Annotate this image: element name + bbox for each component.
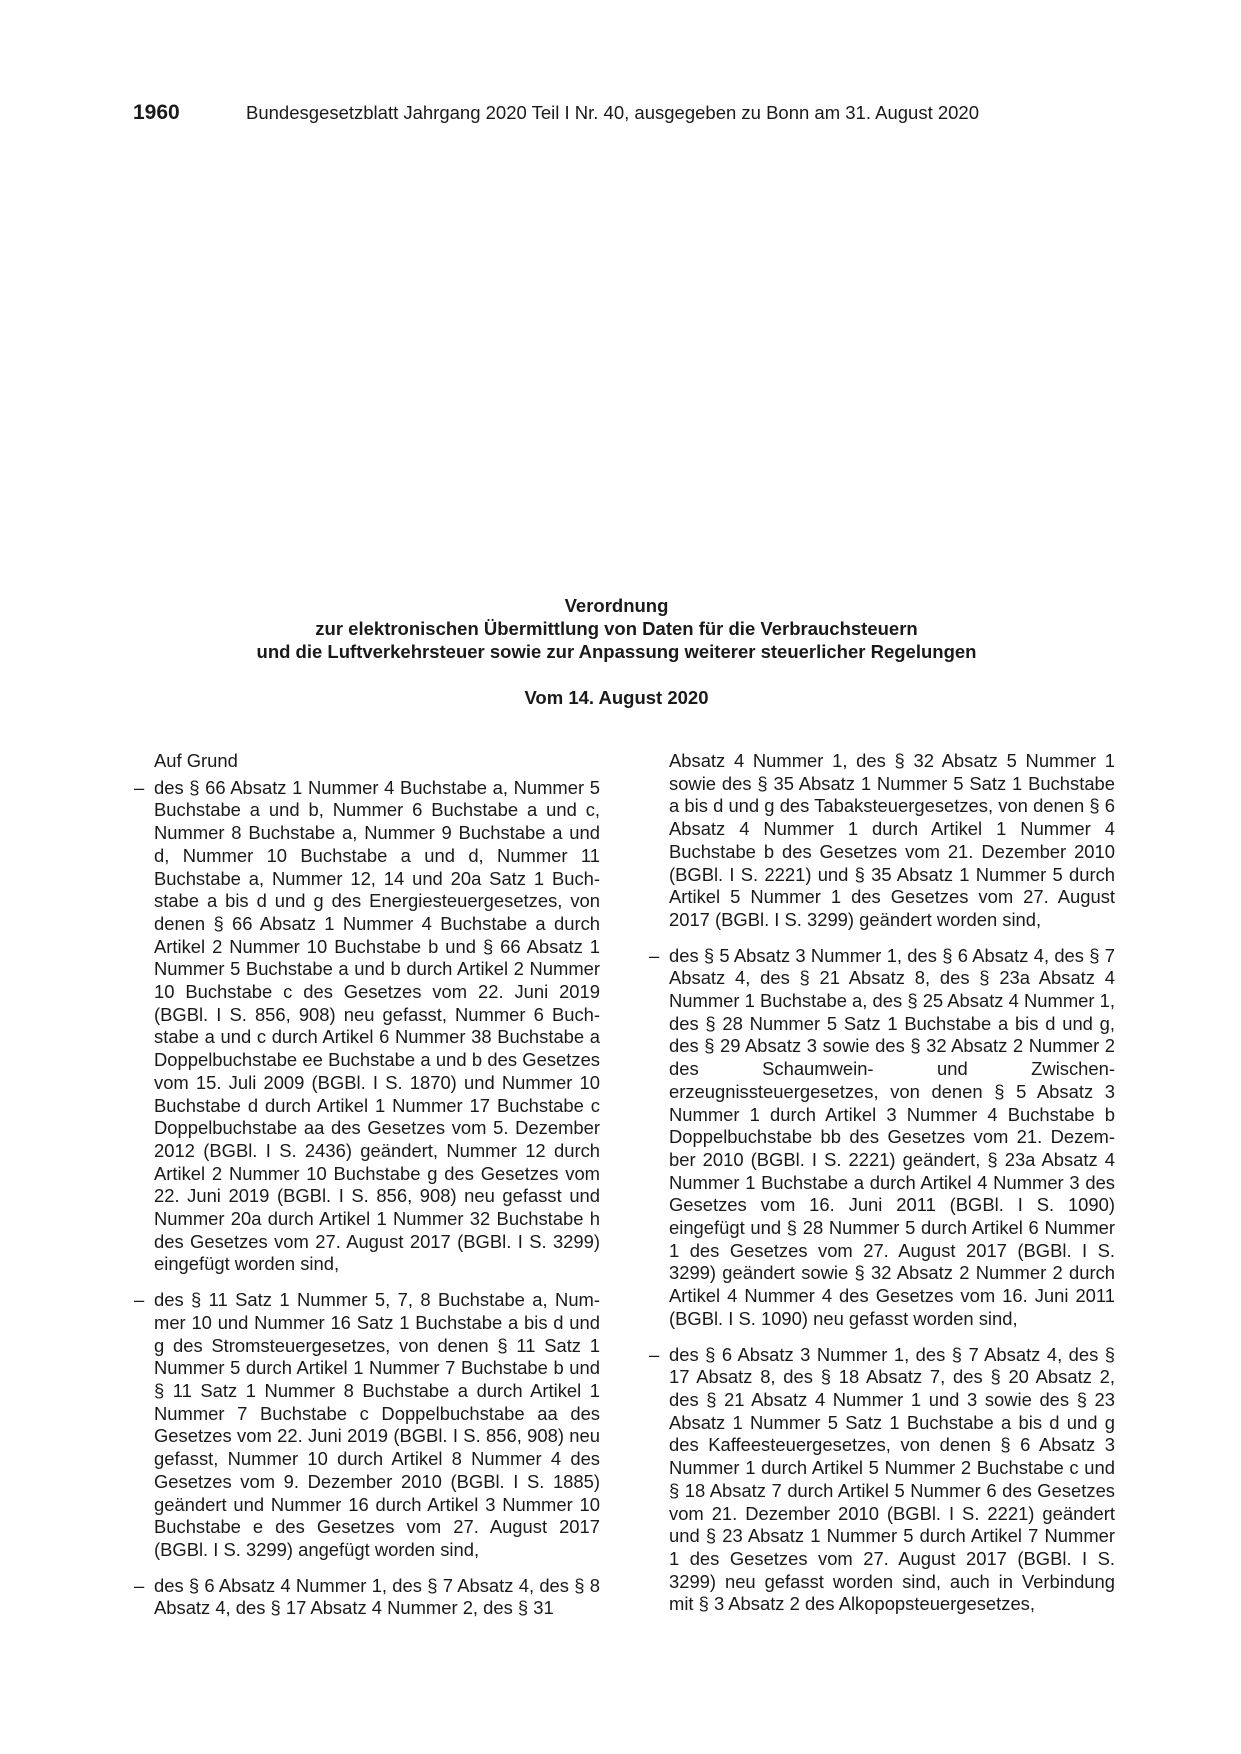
list-item-continuation [649, 750, 1115, 932]
title-line-1: Verordnung [564, 595, 669, 616]
list-item [134, 1289, 600, 1561]
document-title [133, 594, 1100, 663]
list-item-text: des § 11 Satz 1 Nummer 5, 7, 8 Buchstabe a, Nummer 10 und Nummer 16 Satz 1 Buchstabe a bis d und g des Stromsteuergesetzes, von denen § 11 Satz 1 Nummer 5 durch Artikel 1 Nummer 7 Buchstabe b und § 11 Satz 1 Nummer 8 Buchstabe a durch Artikel 1 Nummer 7 Buchstabe c Doppelbuchstabe aa des Gesetzes vom 22. Juni 2019 (BGBl. I S. 856, 908) neu gefasst, Nummer 10 durch Artikel 8 Nummer 4 des Gesetzes vom 9. Dezember 2010 (BGBl. I S. 1885) geändert und Nummer 16 durch Artikel 3 Nummer 10 Buchstabe e des Gesetzes vom 27. August 2017 (BGBl. I S. 3299) angefügt worden sind, [154, 1289, 600, 1560]
list-dash: – [649, 1343, 660, 1365]
list-item-text: Absatz 4 Nummer 1, des § 32 Absatz 5 Nummer 1 sowie des § 35 Absatz 1 Nummer 5 Satz 1 Buchstabe a bis d und g des Tabaksteuergesetzes, von denen § 6 Absatz 4 Nummer 1 durch Artikel 1 Nummer 4 Buchstabe b des Gesetzes vom 21. Dezember 2010 (BGBl. I S. 2221) und § 35 Absatz 1 Nummer 5 durch Artikel 5 Nummer 1 des Gesetzes vom 27. August 2017 (BGBl. I S. 3299) geändert worden sind, [669, 750, 1115, 930]
list-dash: – [134, 776, 145, 798]
list-item-text: des § 6 Absatz 3 Nummer 1, des § 7 Absatz 4, des § 17 Absatz 8, des § 18 Absatz 7, des § 20 Absatz 2, des § 21 Absatz 4 Nummer 1 und 3 sowie des § 23 Absatz 1 Nummer 5 Satz 1 Buchstabe a bis d und g des Kaffeesteuergesetzes, von denen § 6 Absatz 3 Nummer 1 durch Artikel 5 Nummer 2 Buchstabe c und § 18 Absatz 7 durch Artikel 5 Nummer 6 des Gesetzes vom 21. Dezember 2010 (BGBl. I S. 2221) geändert und § 23 Absatz 1 Nummer 5 durch Artikel 7 Nummer 1 des Gesetzes vom 27. August 2017 (BGBl. I S. 3299) neu gefasst worden sind, auch in Verbindung mit § 3 Absatz 2 des Alkopopsteuergesetzes, [669, 1343, 1115, 1615]
intro-text: Auf Grund [154, 750, 238, 771]
list-dash: – [649, 944, 660, 966]
list-dash: – [134, 1289, 145, 1311]
list-item-text: des § 66 Absatz 1 Nummer 4 Buchstabe a, Nummer 5 Buchstabe a und b, Nummer 6 Buchstabe a und c, Nummer 8 Buchstabe a, Nummer 9 Buchstabe a und d, Nummer 10 Buchstabe a und d, Nummer 11 Buchstabe a, Nummer 12, 14 und 20a Satz 1 Buchstabe a bis d und g des Energiesteuergesetzes, von denen § 66 Absatz 1 Nummer 4 Buchstabe a durch Artikel 2 Nummer 10 Buchstabe b und § 66 Absatz 1 Nummer 5 Buchstabe a und b durch Artikel 2 Nummer 10 Buchstabe c des Gesetzes vom 22. Juni 2019 (BGBl. I S. 856, 908) neu gefasst, Nummer 6 Buchstabe a und c durch Artikel 6 Nummer 38 Buchstabe a Doppelbuchstabe ee Buchstabe a und b des Gesetzes vom 15. Juli 2009 (BGBl. I S. 1870) und Nummer 10 Buchstabe d durch Artikel 1 Nummer 17 Buchstabe c Doppelbuchstabe aa des Gesetzes vom 5. Dezember 2012 (BGBl. I S. 2436) geändert, Nummer 12 durch Artikel 2 Nummer 10 Buchstabe g des Gesetzes vom 22. Juni 2019 (BGBl. I S. 856, 908) neu gefasst und Nummer 20a durch Artikel 1 Nummer 32 Buchstabe h des Gesetzes vom 27. August 2017 (BGBl. I S. 3299) eingefügt worden sind, [154, 776, 600, 1275]
list-item [134, 777, 600, 1276]
right-column [649, 750, 1115, 1629]
left-column [134, 750, 600, 1633]
list-item-text: des § 6 Absatz 4 Nummer 1, des § 7 Absatz 4, des § 8 Absatz 4, des § 17 Absatz 4 Nummer 2, des § 31 [154, 1574, 600, 1619]
list-item-text: des § 5 Absatz 3 Nummer 1, des § 6 Absatz 4, des § 7 Absatz 4, des § 21 Absatz 8, des § 23a Absatz 4 Nummer 1 Buchstabe a, des § 25 Absatz 4 Nummer 1, des § 28 Nummer 5 Satz 1 Buchstabe a bis d und g, des § 29 Absatz 3 sowie des § 32 Absatz 2 Nummer 2 des Schaumwein- und Zwischenerzeugnissteuergesetzes, von denen § 5 Absatz 3 Nummer 1 durch Artikel 3 Nummer 4 Buchstabe b Doppelbuchstabe bb des Gesetzes vom 21. Dezember 2010 (BGBl. I S. 2221) geändert, § 23a Absatz 4 Nummer 1 Buchstabe a durch Artikel 4 Nummer 3 des Gesetzes vom 16. Juni 2011 (BGBl. I S. 1090) eingefügt und § 28 Nummer 5 durch Artikel 6 Nummer 1 des Gesetzes vom 27. August 2017 (BGBl. I S. 3299) geändert sowie § 32 Absatz 2 Nummer 2 durch Artikel 4 Nummer 4 des Gesetzes vom 16. Juni 2011 (BGBl. I S. 1090) neu gefasst worden sind, [669, 944, 1115, 1329]
document-date: Vom 14. August 2020 [524, 687, 709, 708]
running-header [133, 98, 1093, 128]
title-line-2: zur elektronischen Übermittlung von Daten für die Verbrauchsteuern [315, 618, 918, 639]
list-item [134, 1575, 600, 1620]
page-number: 1960 [133, 101, 180, 124]
list-dash: – [134, 1574, 145, 1596]
list-item [649, 1344, 1115, 1616]
running-title: Bundesgesetzblatt Jahrgang 2020 Teil I Nr. 40, ausgegeben zu Bonn am 31. August 2020 [246, 102, 979, 123]
title-line-3: und die Luftverkehrsteuer sowie zur Anpassung weiterer steuerlicher Regelungen [256, 641, 977, 662]
list-item [649, 945, 1115, 1331]
